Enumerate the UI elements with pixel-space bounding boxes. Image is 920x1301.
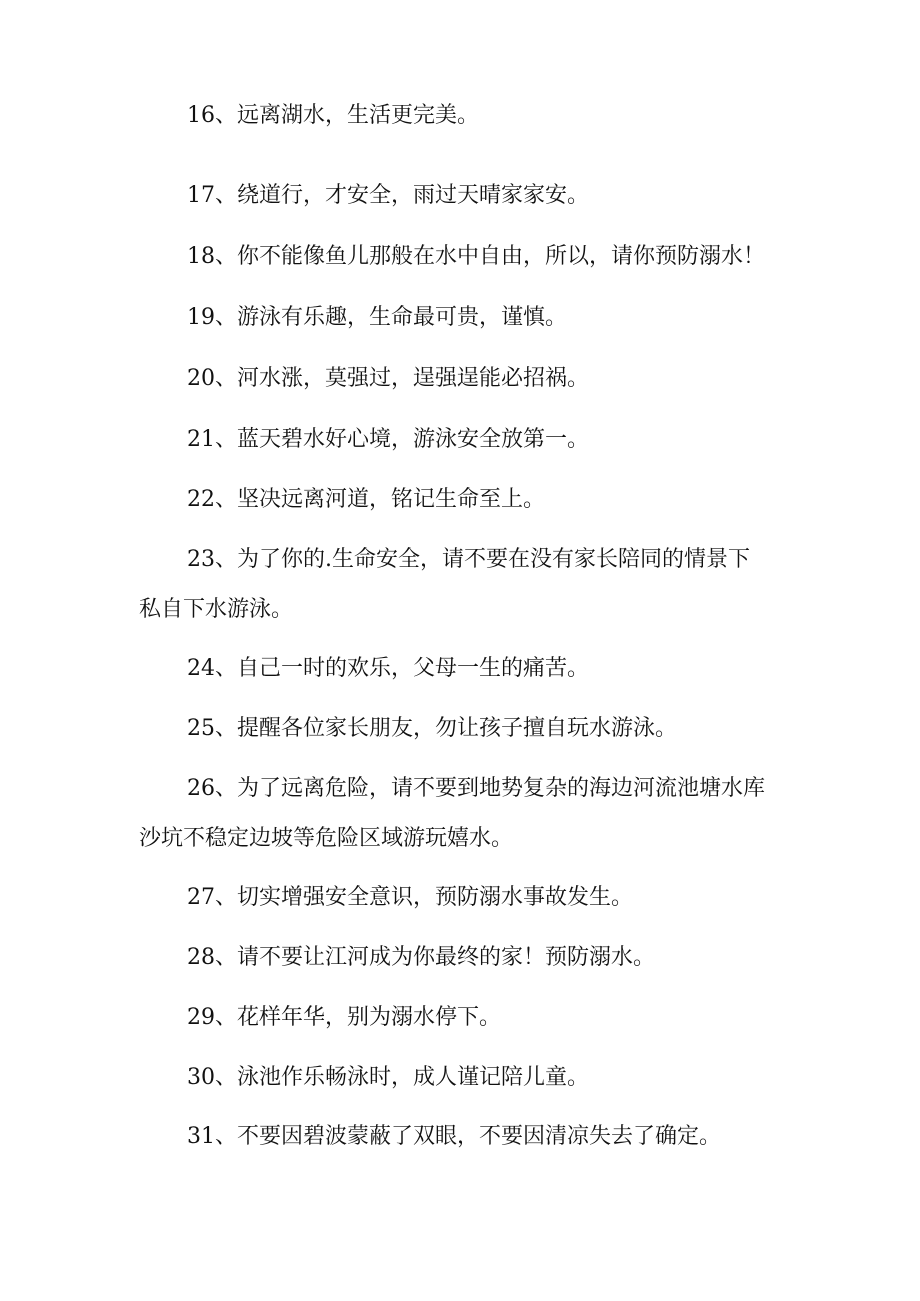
slogan-line: 25、提醒各位家长朋友，勿让孩子擅自玩水游泳。 xyxy=(187,716,677,741)
slogan-line: 22、坚决远离河道，铭记生命至上。 xyxy=(187,487,545,512)
slogan-line: 21、蓝天碧水好心境，游泳安全放第一。 xyxy=(187,427,589,452)
slogan-line: 28、请不要让江河成为你最终的家！预防溺水。 xyxy=(187,945,655,970)
slogan-line: 27、切实增强安全意识，预防溺水事故发生。 xyxy=(187,885,633,910)
slogan-line: 16、远离湖水，生活更完美。 xyxy=(187,103,479,128)
slogan-line: 23、为了你的.生命安全，请不要在没有家长陪同的情景下 xyxy=(187,547,750,572)
slogan-line-continued: 沙坑不稳定边坡等危险区域游玩嬉水。 xyxy=(139,826,514,851)
slogan-line: 31、不要因碧波蒙蔽了双眼，不要因清凉失去了确定。 xyxy=(187,1124,721,1149)
slogan-line-continued: 私自下水游泳。 xyxy=(139,597,294,622)
slogan-line: 24、自己一时的欢乐，父母一生的痛苦。 xyxy=(187,656,589,681)
slogan-line: 20、河水涨，莫强过，逞强逞能必招祸。 xyxy=(187,366,589,391)
slogan-line: 29、花样年华，别为溺水停下。 xyxy=(187,1005,501,1030)
slogan-line: 30、泳池作乐畅泳时，成人谨记陪儿童。 xyxy=(187,1065,589,1090)
slogan-line: 19、游泳有乐趣，生命最可贵，谨慎。 xyxy=(187,305,567,330)
slogan-line: 26、为了远离危险，请不要到地势复杂的海边河流池塘水库 xyxy=(187,776,765,801)
slogan-line: 18、你不能像鱼儿那般在水中自由，所以，请你预防溺水！ xyxy=(187,244,765,269)
slogan-line: 17、绕道行，才安全，雨过天晴家家安。 xyxy=(187,183,589,208)
